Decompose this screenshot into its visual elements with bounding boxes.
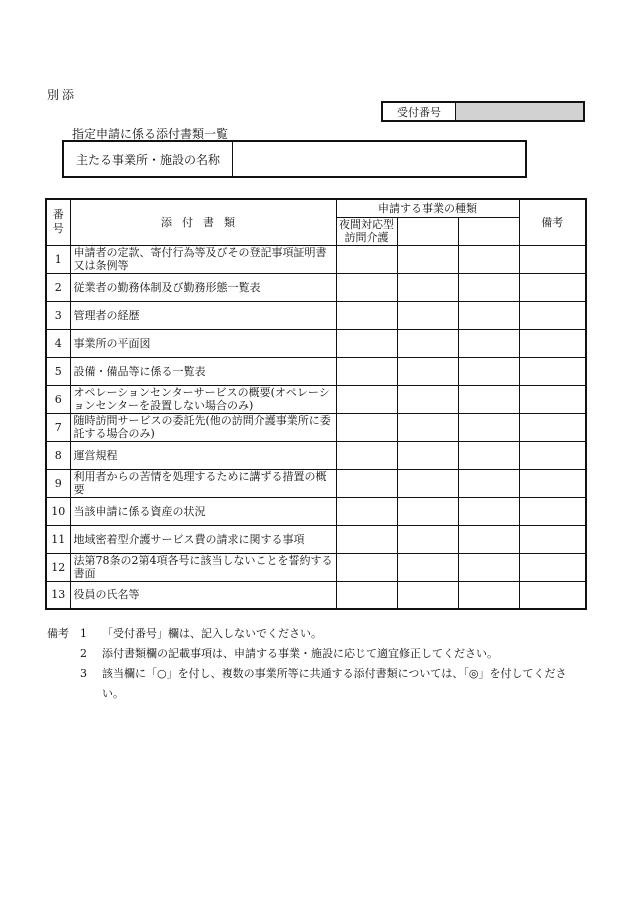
- service-type-check-cell[interactable]: [397, 385, 458, 413]
- table-row: [46, 469, 586, 497]
- document-name: 当該申請に係る資産の状況: [70, 497, 336, 525]
- table-row: [46, 385, 586, 413]
- service-type-check-cell[interactable]: [336, 441, 397, 469]
- column-header-remarks: 備考: [519, 199, 586, 245]
- note-text: 添付書類欄の記載事項は、申請する事業・施設に応じて適宜修正してください。: [102, 647, 498, 660]
- remarks-notes: [47, 624, 587, 704]
- service-type-check-cell[interactable]: [458, 525, 519, 553]
- service-type-check-cell[interactable]: [458, 273, 519, 301]
- row-number: 8: [46, 441, 70, 469]
- column-header-service-type-3: [458, 217, 519, 245]
- notes-prefix: 備考: [47, 627, 69, 640]
- note-item-3: [47, 664, 587, 704]
- document-name: 従業者の勤務体制及び勤務形態一覧表: [70, 273, 336, 301]
- service-type-check-cell[interactable]: [397, 525, 458, 553]
- service-type-check-cell[interactable]: [397, 553, 458, 581]
- service-type-check-cell[interactable]: [336, 245, 397, 273]
- remarks-cell[interactable]: [519, 553, 586, 581]
- note-number: 2: [80, 647, 87, 660]
- table-row: [46, 301, 586, 329]
- service-type-check-cell[interactable]: [336, 413, 397, 441]
- service-type-check-cell[interactable]: [397, 273, 458, 301]
- remarks-cell[interactable]: [519, 469, 586, 497]
- row-number: 3: [46, 301, 70, 329]
- column-header-service-type-1: 夜間対応型訪問介護: [336, 217, 397, 245]
- remarks-cell[interactable]: [519, 581, 586, 609]
- attached-documents-table: [45, 198, 587, 610]
- row-number: 11: [46, 525, 70, 553]
- service-type-check-cell[interactable]: [397, 469, 458, 497]
- table-row: [46, 581, 586, 609]
- service-type-check-cell[interactable]: [336, 525, 397, 553]
- note-item-2: [47, 644, 587, 664]
- service-type-check-cell[interactable]: [458, 357, 519, 385]
- note-item-1: [47, 624, 587, 644]
- remarks-cell[interactable]: [519, 525, 586, 553]
- service-type-check-cell[interactable]: [397, 497, 458, 525]
- table-row: [46, 525, 586, 553]
- remarks-cell[interactable]: [519, 497, 586, 525]
- row-number: 1: [46, 245, 70, 273]
- column-header-documents: 添付書類: [70, 199, 336, 245]
- service-type-check-cell[interactable]: [458, 497, 519, 525]
- service-type-check-cell[interactable]: [458, 553, 519, 581]
- service-type-check-cell[interactable]: [397, 581, 458, 609]
- service-type-check-cell[interactable]: [336, 553, 397, 581]
- service-type-check-cell[interactable]: [458, 301, 519, 329]
- row-number: 12: [46, 553, 70, 581]
- table-row: [46, 413, 586, 441]
- remarks-cell[interactable]: [519, 413, 586, 441]
- documents-table-body: [46, 245, 586, 609]
- document-name: 運営規程: [70, 441, 336, 469]
- note-number: 3: [80, 667, 87, 680]
- remarks-cell[interactable]: [519, 329, 586, 357]
- remarks-cell[interactable]: [519, 245, 586, 273]
- service-type-check-cell[interactable]: [397, 413, 458, 441]
- remarks-cell[interactable]: [519, 385, 586, 413]
- row-number: 5: [46, 357, 70, 385]
- service-type-check-cell[interactable]: [458, 385, 519, 413]
- service-type-check-cell[interactable]: [336, 301, 397, 329]
- document-list-title: 指定申請に係る添付書類一覧: [72, 127, 229, 141]
- service-type-check-cell[interactable]: [336, 581, 397, 609]
- row-number: 13: [46, 581, 70, 609]
- remarks-cell[interactable]: [519, 357, 586, 385]
- service-type-check-cell[interactable]: [397, 357, 458, 385]
- row-number: 6: [46, 385, 70, 413]
- row-number: 4: [46, 329, 70, 357]
- service-type-check-cell[interactable]: [458, 413, 519, 441]
- column-header-service-types: 申請する事業の種類: [336, 199, 519, 217]
- facility-name-field[interactable]: [233, 142, 525, 176]
- column-header-service-type-2: [397, 217, 458, 245]
- service-type-check-cell[interactable]: [458, 245, 519, 273]
- facility-name-label: 主たる事業所・施設の名称: [64, 142, 233, 176]
- service-type-check-cell[interactable]: [336, 273, 397, 301]
- note-text: 該当欄に「○」を付し、複数の事業所等に共通する添付書類については、「◎」を付してください。: [102, 667, 567, 700]
- document-name: オペレーションセンターサービスの概要(オペレーションセンターを設置しない場合のみ): [70, 385, 336, 413]
- document-name: 事業所の平面図: [70, 329, 336, 357]
- row-number: 9: [46, 469, 70, 497]
- document-name: 役員の氏名等: [70, 581, 336, 609]
- service-type-check-cell[interactable]: [458, 329, 519, 357]
- remarks-cell[interactable]: [519, 301, 586, 329]
- service-type-check-cell[interactable]: [397, 245, 458, 273]
- column-header-number-text: 番号: [52, 208, 64, 236]
- service-type-check-cell[interactable]: [458, 581, 519, 609]
- row-number: 7: [46, 413, 70, 441]
- note-number: 1: [80, 627, 87, 640]
- receipt-number-box: [381, 101, 585, 122]
- service-type-check-cell[interactable]: [397, 329, 458, 357]
- service-type-check-cell[interactable]: [336, 385, 397, 413]
- document-name: 地域密着型介護サービス費の請求に関する事項: [70, 525, 336, 553]
- note-text: 「受付番号」欄は、記入しないでください。: [102, 627, 322, 640]
- service-type-check-cell[interactable]: [336, 497, 397, 525]
- document-name: 設備・備品等に係る一覧表: [70, 357, 336, 385]
- service-type-check-cell[interactable]: [458, 469, 519, 497]
- table-row: [46, 553, 586, 581]
- document-name: 利用者からの苦情を処理するために講ずる措置の概要: [70, 469, 336, 497]
- table-row: [46, 273, 586, 301]
- row-number: 2: [46, 273, 70, 301]
- service-type-check-cell[interactable]: [336, 469, 397, 497]
- column-header-number: [46, 199, 70, 245]
- service-type-check-cell[interactable]: [336, 357, 397, 385]
- service-type-check-cell[interactable]: [336, 329, 397, 357]
- table-row: [46, 357, 586, 385]
- remarks-cell[interactable]: [519, 441, 586, 469]
- document-name: 申請者の定款、寄付行為等及びその登記事項証明書又は条例等: [70, 245, 336, 273]
- service-type-check-cell[interactable]: [397, 301, 458, 329]
- annex-label: 別添: [47, 88, 78, 102]
- receipt-number-label: 受付番号: [383, 103, 456, 120]
- receipt-number-field[interactable]: [456, 103, 583, 120]
- facility-name-box: [62, 140, 527, 178]
- service-type-check-cell[interactable]: [397, 441, 458, 469]
- remarks-cell[interactable]: [519, 273, 586, 301]
- table-row: [46, 245, 586, 273]
- document-name: 法第78条の2第4項各号に該当しないことを誓約する書面: [70, 553, 336, 581]
- document-name: 随時訪問サービスの委託先(他の訪問介護事業所に委託する場合のみ): [70, 413, 336, 441]
- service-type-check-cell[interactable]: [458, 441, 519, 469]
- table-row: [46, 497, 586, 525]
- table-row: [46, 329, 586, 357]
- document-name: 管理者の経歴: [70, 301, 336, 329]
- row-number: 10: [46, 497, 70, 525]
- table-row: [46, 441, 586, 469]
